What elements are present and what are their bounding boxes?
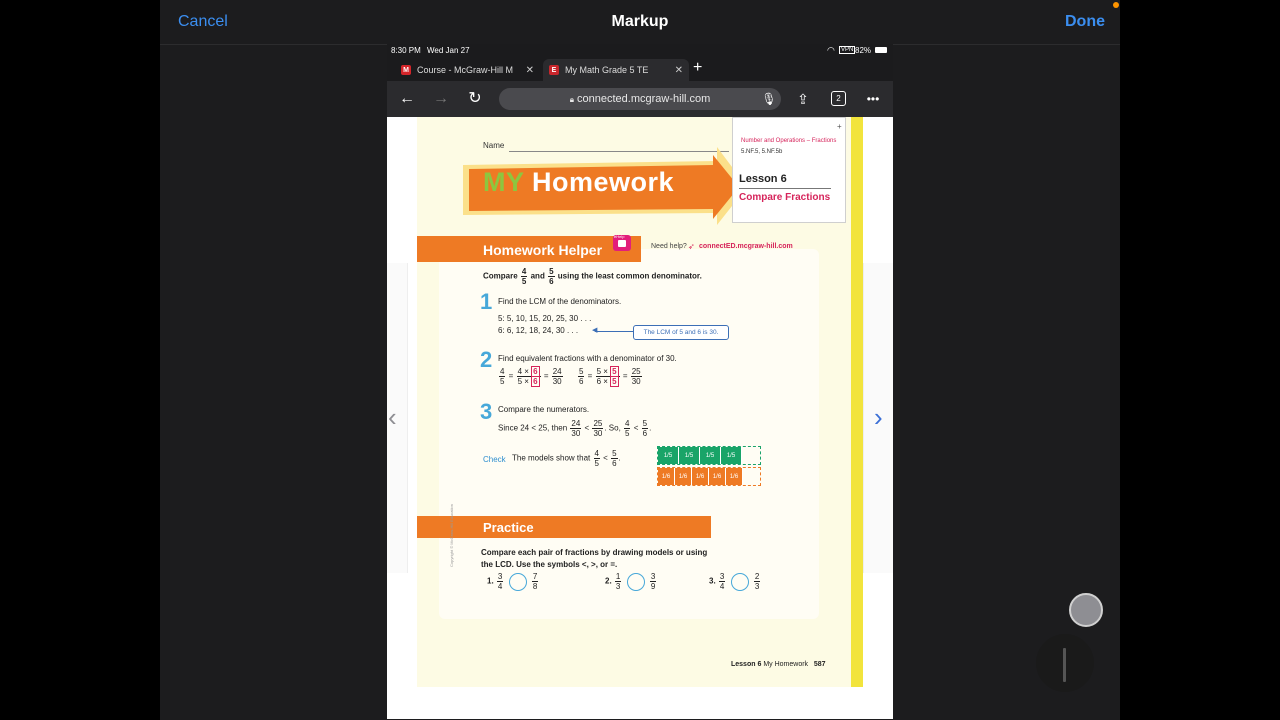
close-icon[interactable]: ✕ xyxy=(674,64,683,76)
practice-problem-2: 2. $\frac{1}{3}$ $\frac{3}{9}$ xyxy=(605,572,656,591)
my-homework-title: MY Homework xyxy=(483,167,675,197)
color-swatch-icon[interactable] xyxy=(1069,593,1103,627)
answer-circle[interactable] xyxy=(731,573,749,591)
microphone-icon[interactable]: 🎙︎ xyxy=(761,92,777,106)
compare-prompt: Compare $\frac{4}{5}$ and $\frac{5}{6}$ using the least common denominator. xyxy=(483,267,702,286)
practice-instructions-line-2: the LCD. Use the symbols <, >, or =. xyxy=(481,560,618,569)
more-options-icon[interactable]: ••• xyxy=(866,92,880,106)
step-3-text: Compare the numerators. xyxy=(498,405,590,414)
close-icon[interactable]: ✕ xyxy=(525,64,534,76)
answer-circle[interactable] xyxy=(627,573,645,591)
tab-label: Course - McGraw-Hill M xyxy=(417,65,514,75)
markup-title: Markup xyxy=(611,13,669,30)
pen-tool-icon[interactable] xyxy=(1036,634,1094,692)
practice-band xyxy=(417,516,711,538)
vpn-icon: VPN xyxy=(841,47,854,53)
share-icon[interactable]: ⇪ xyxy=(797,91,809,107)
reload-icon[interactable]: ↻ xyxy=(468,90,482,107)
connected-help-link[interactable]: connectED.mcgraw-hill.com xyxy=(699,243,793,250)
lesson-card xyxy=(732,117,846,223)
page-footer: Lesson 6 My Homework 587 xyxy=(731,661,826,668)
arrow-head-icon: ◀ xyxy=(592,327,598,334)
screenshot-canvas[interactable] xyxy=(387,44,893,719)
previous-page-chevron-icon[interactable]: ‹ xyxy=(388,402,397,432)
step-1-text: Find the LCM of the denominators. xyxy=(498,297,622,306)
step-2-text: Find equivalent fractions with a denominator of 30. xyxy=(498,354,677,363)
practice-title: Practice xyxy=(483,520,534,535)
comparison-statement: Since 24 < 25, then $\frac{24}{30}$ < $\frac{25}{30}$ . So, $\frac{4}{5}$ < $\frac{5}{6}$ . xyxy=(498,419,652,438)
step-1-number: 1 xyxy=(480,289,493,314)
new-tab-plus-icon[interactable]: + xyxy=(693,59,703,76)
callout-arrow xyxy=(595,331,633,332)
standard-codes: 5.NF.5, 5.NF.5b xyxy=(741,149,783,155)
fifths-model: 1/5 1/5 1/5 1/5 xyxy=(657,446,761,465)
tab-bar xyxy=(387,57,893,81)
address-bar[interactable] xyxy=(499,88,781,110)
answer-circle[interactable] xyxy=(509,573,527,591)
copyright-note: Copyright © McGraw-Hill Education xyxy=(449,504,454,567)
practice-instructions-line-1: Compare each pair of fractions by drawing models or using xyxy=(481,548,708,557)
battery-percent: 82% xyxy=(855,46,872,55)
lesson-number: Lesson 6 xyxy=(739,173,787,185)
status-date: Wed Jan 27 xyxy=(427,46,470,55)
sixths-model: 1/6 1/6 1/6 1/6 1/6 xyxy=(657,467,761,486)
wifi-icon: ◠ xyxy=(827,45,835,55)
ehelp-badge[interactable]: eHelp xyxy=(613,235,631,251)
forward-arrow-icon[interactable]: → xyxy=(433,90,449,107)
ehelp-icon xyxy=(618,240,626,247)
practice-problem-3: 3. $\frac{3}{4}$ $\frac{2}{3}$ xyxy=(709,572,760,591)
next-page-chevron-icon[interactable]: › xyxy=(874,402,883,432)
mouse-cursor-icon: ➶ xyxy=(688,242,695,251)
url-text: connected.mcgraw-hill.com xyxy=(577,93,711,105)
mcgraw-hill-favicon-icon: M xyxy=(401,65,411,75)
tab-my-math[interactable] xyxy=(543,59,689,81)
check-statement: The models show that $\frac{4}{5}$ < $\frac{5}{6}$ . xyxy=(512,449,621,468)
equivalent-fractions-row: $\frac{4}{5}$ = $\frac{4 \times 6}{5 \times 6}$ = $\frac{24}{30}$ $\frac{5}{6}$ = $\frac{5 \times 5}{6 \times 5}$ = $\frac{25}{30}$ xyxy=(500,367,641,386)
tab-course[interactable] xyxy=(395,59,540,81)
tab-switcher-button[interactable]: 2 xyxy=(831,91,846,106)
plus-icon: + xyxy=(837,122,842,131)
lesson-name: Compare Fractions xyxy=(739,192,831,203)
battery-icon xyxy=(875,47,887,53)
lcm-callout: The LCM of 5 and 6 is 30. xyxy=(633,325,729,340)
homework-helper-band xyxy=(417,236,641,262)
check-label: Check xyxy=(483,455,506,464)
name-label: Name xyxy=(483,141,505,150)
standard-title: Number and Operations – Fractions xyxy=(741,138,837,144)
back-arrow-icon[interactable]: ← xyxy=(399,90,415,107)
cancel-button[interactable]: Cancel xyxy=(178,13,228,30)
webpage-content xyxy=(387,117,893,719)
step-3-number: 3 xyxy=(480,399,493,424)
tab-label: My Math Grade 5 TE xyxy=(565,65,649,75)
done-button[interactable]: Done xyxy=(1065,13,1105,30)
navigation-bar xyxy=(387,81,893,117)
need-help-label: Need help? xyxy=(651,243,687,250)
status-bar xyxy=(387,44,893,57)
homework-helper-title: Homework Helper xyxy=(483,242,603,258)
practice-problem-1: 1. $\frac{3}{4}$ $\frac{7}{8}$ xyxy=(487,572,538,591)
multiples-of-6: 6: 6, 12, 18, 24, 30 . . . xyxy=(498,326,579,335)
recording-indicator-dot xyxy=(1113,2,1119,8)
divider xyxy=(739,188,831,189)
step-2-number: 2 xyxy=(480,347,493,372)
multiples-of-5: 5: 5, 10, 15, 20, 25, 30 . . . xyxy=(498,314,592,323)
page-edge-stripe xyxy=(851,117,863,687)
ebook-favicon-icon: E xyxy=(549,65,559,75)
status-time: 8:30 PM xyxy=(391,46,421,55)
lock-icon: 🔒︎ xyxy=(569,95,574,104)
